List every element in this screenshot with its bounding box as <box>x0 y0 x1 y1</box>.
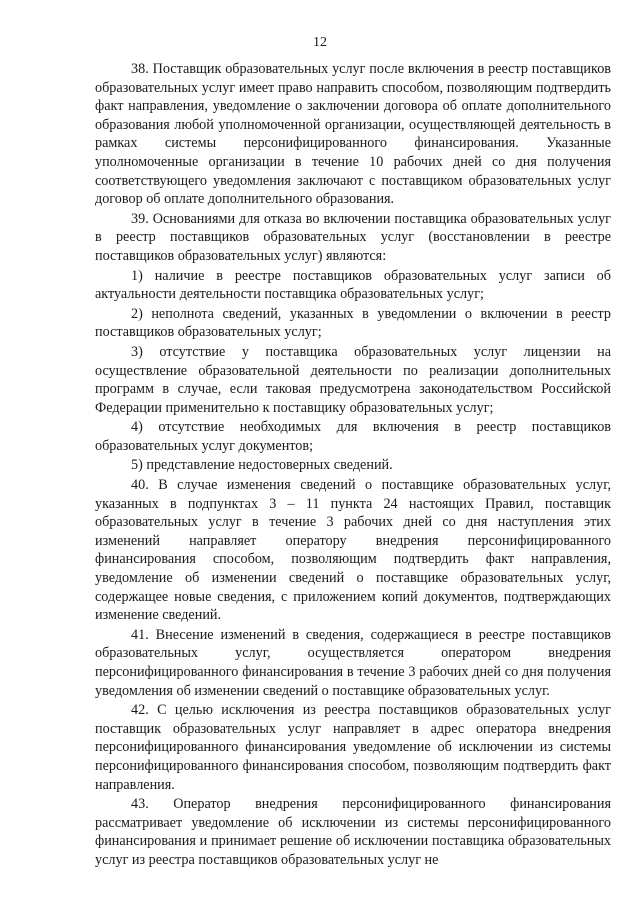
paragraph-39-item-2: 2) неполнота сведений, указанных в уведомлении о включении в реестр поставщиков образовательных услуг; <box>95 305 611 341</box>
paragraph-39: 39. Основаниями для отказа во включении поставщика образовательных услуг в реестр поставщиков образовательных услуг (восстановлении в реестре поставщиков образовательных услуг) являются: <box>95 210 611 264</box>
paragraph-39-item-4: 4) отсутствие необходимых для включения в реестр поставщиков образовательных услуг документов; <box>95 419 611 454</box>
paragraph-39-item-3: 3) отсутствие у поставщика образовательных услуг лицензии на осуществление образовательной деятельности по реализации дополнительных программ в случае, если таковая предусмотрена законодательством Российской Федерации применительно к поставщику образовательных услуг; <box>95 343 611 416</box>
document-body <box>95 60 611 871</box>
paragraph-40: 40. В случае изменения сведений о поставщике образовательных услуг, указанных в подпунктах 3 – 11 пункта 24 настоящих Правил, поставщик образовательных услуг в течение 3 рабочих дней со дня наступления этих изменений направляет оператору внедрения персонифицированного финансирования способом, позволяющим подтвердить факт направления, уведомление об изменении сведений о поставщике образовательных услуг, содержащее новые сведения, с приложением копий документов, подтверждающих изменение сведений. <box>95 477 611 624</box>
paragraph-43: 43. Оператор внедрения персонифицированного финансирования рассматривает уведомление об исключении из системы персонифицированного финансирования и принимает решение об исключении поставщика образовательных услуг из реестра поставщиков образовательных услуг не <box>95 796 611 868</box>
paragraph-41: 41. Внесение изменений в сведения, содержащиеся в реестре поставщиков образовательных услуг, осуществляется оператором внедрения персонифицированного финансирования в течение 3 рабочих дней со дня получения уведомления об изменении сведений о поставщике образовательных услуг. <box>95 626 611 699</box>
paragraph-38: 38. Поставщик образовательных услуг после включения в реестр поставщиков образовательных услуг имеет право направить способом, позволяющим подтвердить факт направления, уведомление о заключении договора об оплате дополнительного образования любой уполномоченной организации, осуществляющей деятельность в рамках системы персонифицированного финансирования. Указанные уполномоченные организации в течение 10 рабочих дней со дня получения соответствующего уведомления заключают с поставщиком образовательных услуг договор об оплате дополнительного образования. <box>95 61 611 208</box>
paragraph-42: 42. С целью исключения из реестра поставщиков образовательных услуг поставщик образовательных услуг направляет в адрес оператора внедрения персонифицированного финансирования уведомление об исключении из системы персонифицированного финансирования способом, позволяющим подтвердить факт направления. <box>95 702 611 793</box>
paragraph-39-item-5: 5) представление недостоверных сведений. <box>131 457 393 474</box>
page-number: 12 <box>313 35 327 50</box>
paragraph-39-item-1: 1) наличие в реестре поставщиков образовательных услуг записи об актуальности деятельности поставщика образовательных услуг; <box>95 267 611 303</box>
